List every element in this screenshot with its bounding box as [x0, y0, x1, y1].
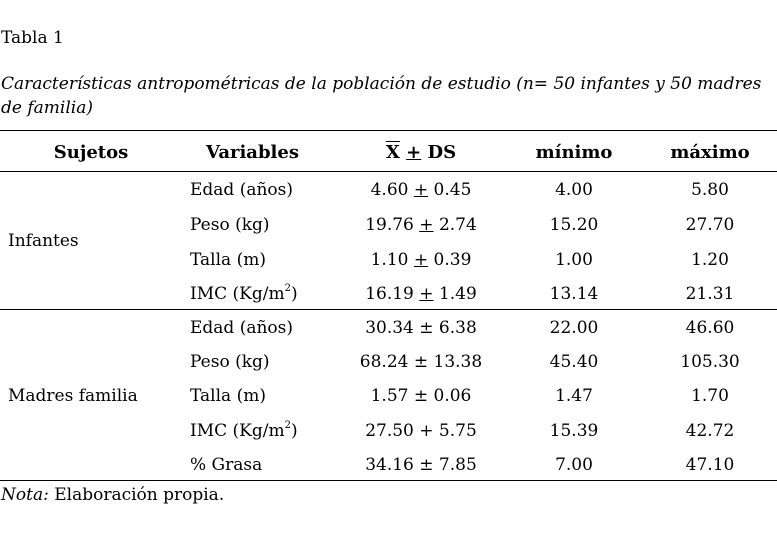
variable-cell: Edad (años) [190, 180, 294, 200]
variable-cell: Edad (años) [190, 318, 294, 338]
variable-cell: Talla (m) [190, 386, 266, 406]
plus-minus-sign: + [419, 284, 434, 304]
sd-value: 2.74 [438, 215, 477, 235]
min-cell: 1.47 [555, 386, 593, 406]
sd-value: 1.49 [438, 284, 477, 304]
sd-value: 0.39 [433, 250, 472, 270]
variable-cell [190, 420, 298, 442]
variable-cell: % Grasa [190, 455, 263, 475]
header-x-bar: $\overline{X}$ [385, 142, 400, 163]
mean-sd-cell [348, 249, 494, 271]
variable-end: ) [290, 421, 298, 441]
plus-minus-sign: + [413, 180, 429, 200]
variable-cell: Talla (m) [190, 250, 266, 270]
top-rule [0, 130, 777, 131]
note-lead: Nota: [1, 485, 49, 505]
variable-cell [190, 283, 298, 305]
plus-minus-sign: + [413, 250, 429, 270]
mean-value: 16.19 [365, 284, 414, 304]
max-cell: 42.72 [685, 421, 735, 441]
sd-value: 0.45 [433, 180, 472, 200]
mean-sd-cell: 68.24 ± 13.38 [359, 352, 483, 372]
variable-main: IMC (Kg/m [190, 421, 285, 441]
header-rule [0, 171, 777, 172]
table-label: Tabla 1 [1, 28, 64, 48]
max-cell: 105.30 [680, 352, 740, 372]
mean-sd-cell [348, 283, 494, 305]
mean-sd-cell: 1.57 ± 0.06 [370, 386, 472, 406]
bottom-rule [0, 480, 777, 481]
min-cell: 1.00 [555, 250, 593, 270]
mean-sd-cell [348, 214, 494, 236]
max-cell: 27.70 [685, 215, 735, 235]
mean-sd-cell: 34.16 ± 7.85 [365, 455, 477, 475]
header-ds: DS [427, 142, 457, 163]
max-cell: 21.31 [685, 284, 735, 304]
variable-end: ) [290, 284, 298, 304]
mean-sd-cell: 27.50 + 5.75 [365, 421, 477, 441]
table-note [1, 484, 224, 506]
header-maximo: máximo [670, 142, 750, 163]
mean-sd-cell: 30.34 ± 6.38 [365, 318, 477, 338]
table-caption: Características antropométricas de la población de estudio (n= 50 infantes y 50 madres de familia) [1, 74, 762, 118]
min-cell: 45.40 [549, 352, 599, 372]
max-cell: 5.80 [691, 180, 729, 200]
max-cell: 1.20 [691, 250, 729, 270]
min-cell: 7.00 [555, 455, 593, 475]
max-cell: 1.70 [691, 386, 729, 406]
min-cell: 22.00 [549, 318, 599, 338]
group-name-infantes: Infantes [8, 231, 79, 251]
mean-value: 19.76 [365, 215, 414, 235]
group-name-madres: Madres familia [8, 386, 138, 406]
header-plus-minus: + [406, 142, 422, 163]
header-mean-sd [348, 142, 494, 164]
variable-superscript: 2 [284, 420, 291, 432]
mean-sd-cell [348, 179, 494, 201]
min-cell: 15.39 [549, 421, 599, 441]
mean-value: 4.60 [370, 180, 409, 200]
header-sujetos: Sujetos [53, 142, 129, 163]
max-cell: 47.10 [685, 455, 735, 475]
header-variables: Variables [206, 142, 299, 163]
variable-cell: Peso (kg) [190, 215, 270, 235]
min-cell: 4.00 [555, 180, 593, 200]
variable-main: IMC (Kg/m [190, 284, 285, 304]
mean-value: 1.10 [370, 250, 409, 270]
min-cell: 13.14 [549, 284, 599, 304]
header-minimo: mínimo [535, 142, 613, 163]
variable-cell: Peso (kg) [190, 352, 270, 372]
group-rule [0, 309, 777, 310]
min-cell: 15.20 [549, 215, 599, 235]
plus-minus-sign: + [419, 215, 434, 235]
variable-superscript: 2 [284, 283, 291, 295]
note-text: Elaboración propia. [48, 485, 225, 505]
max-cell: 46.60 [685, 318, 735, 338]
